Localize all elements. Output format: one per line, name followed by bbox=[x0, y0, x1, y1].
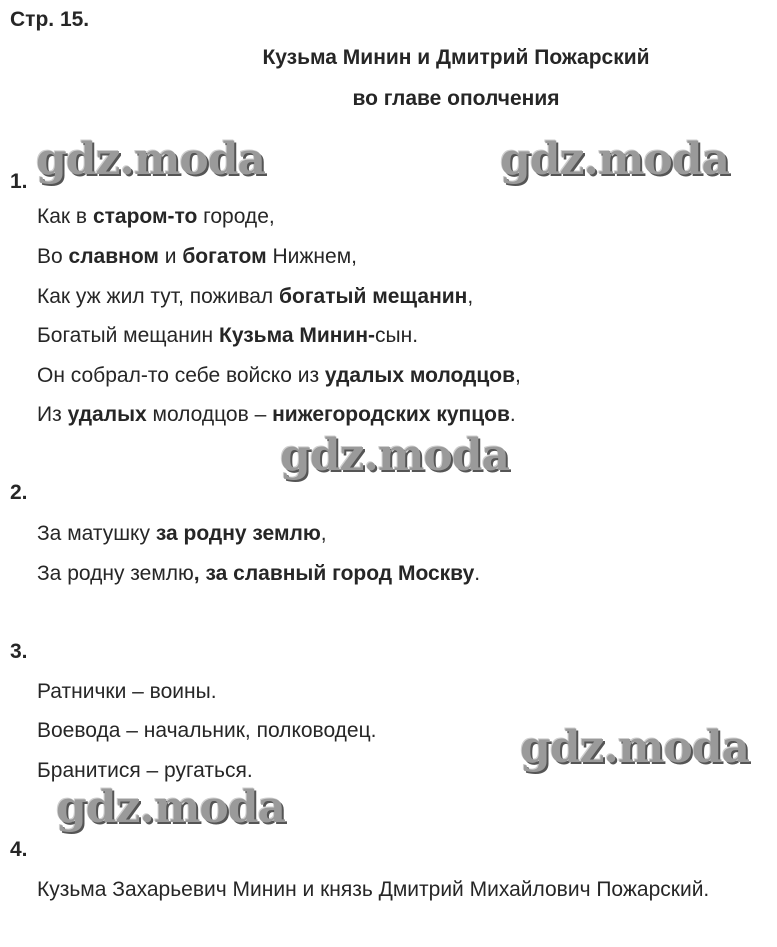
text: За родну землю bbox=[37, 562, 194, 585]
watermark: gdz.moda bbox=[56, 782, 286, 833]
bold-text: за родну землю bbox=[155, 522, 321, 545]
text: Кузьма Захарьевич Минин и князь Дмитрий Михайлович Пожарский. bbox=[37, 878, 710, 901]
watermark: gdz.moda bbox=[500, 134, 730, 185]
text: Богатый мещанин bbox=[37, 324, 219, 347]
text: городе, bbox=[197, 205, 275, 228]
text: сын. bbox=[375, 324, 419, 347]
answer-line bbox=[37, 680, 217, 704]
section-number: 2. bbox=[10, 481, 28, 504]
verse-line bbox=[37, 364, 521, 388]
watermark: gdz.moda bbox=[280, 430, 510, 481]
answer-line bbox=[37, 719, 376, 743]
text: молодцов – bbox=[146, 403, 273, 426]
answer-line bbox=[37, 759, 253, 783]
text: Во bbox=[37, 245, 69, 268]
bold-text: старом-то bbox=[92, 205, 198, 228]
bold-text: , за славный город Москву bbox=[193, 562, 475, 585]
bold-text: удалых bbox=[67, 403, 147, 426]
text: , bbox=[320, 522, 327, 545]
text: Нижнем, bbox=[266, 245, 357, 268]
section-number: 4. bbox=[10, 838, 28, 861]
text: . bbox=[474, 562, 481, 585]
page-title-line-1: Кузьма Минин и Дмитрий Пожарский bbox=[262, 46, 650, 69]
watermark: gdz.moda bbox=[520, 722, 750, 773]
text: . bbox=[509, 403, 516, 426]
text: Ратнички – воины. bbox=[37, 680, 217, 703]
bold-text: нижегородских купцов bbox=[272, 403, 510, 426]
text: Из bbox=[37, 403, 68, 426]
section-number: 1. bbox=[10, 170, 28, 193]
verse-line bbox=[37, 522, 327, 546]
answer-line bbox=[37, 878, 709, 902]
text: Он собрал-то себе войско из bbox=[37, 364, 325, 387]
page-title-line-2: во главе ополчения bbox=[352, 87, 560, 110]
verse-line bbox=[37, 324, 418, 348]
text: , bbox=[515, 364, 521, 387]
bold-text: богатый мещанин bbox=[279, 285, 468, 308]
bold-text: славном bbox=[68, 245, 159, 268]
text: За матушку bbox=[37, 522, 156, 545]
text: Воевода – начальник, полководец. bbox=[37, 719, 377, 742]
text: Как уж жил тут, поживал bbox=[37, 285, 280, 308]
page-number: Стр. 15. bbox=[10, 8, 90, 31]
verse-line bbox=[37, 205, 275, 229]
text: Бранитися – ругаться. bbox=[37, 759, 253, 782]
text: , bbox=[467, 285, 474, 308]
verse-line bbox=[37, 285, 473, 309]
verse-line bbox=[37, 245, 357, 269]
bold-text: богатом bbox=[182, 245, 267, 268]
bold-text: удалых молодцов bbox=[324, 364, 516, 387]
text: Как в bbox=[37, 205, 93, 228]
text: и bbox=[158, 245, 183, 268]
bold-text: Кузьма Минин- bbox=[219, 324, 376, 347]
verse-line bbox=[37, 403, 516, 427]
watermark: gdz.moda bbox=[36, 134, 266, 185]
verse-line bbox=[37, 562, 480, 586]
section-number: 3. bbox=[10, 640, 28, 663]
